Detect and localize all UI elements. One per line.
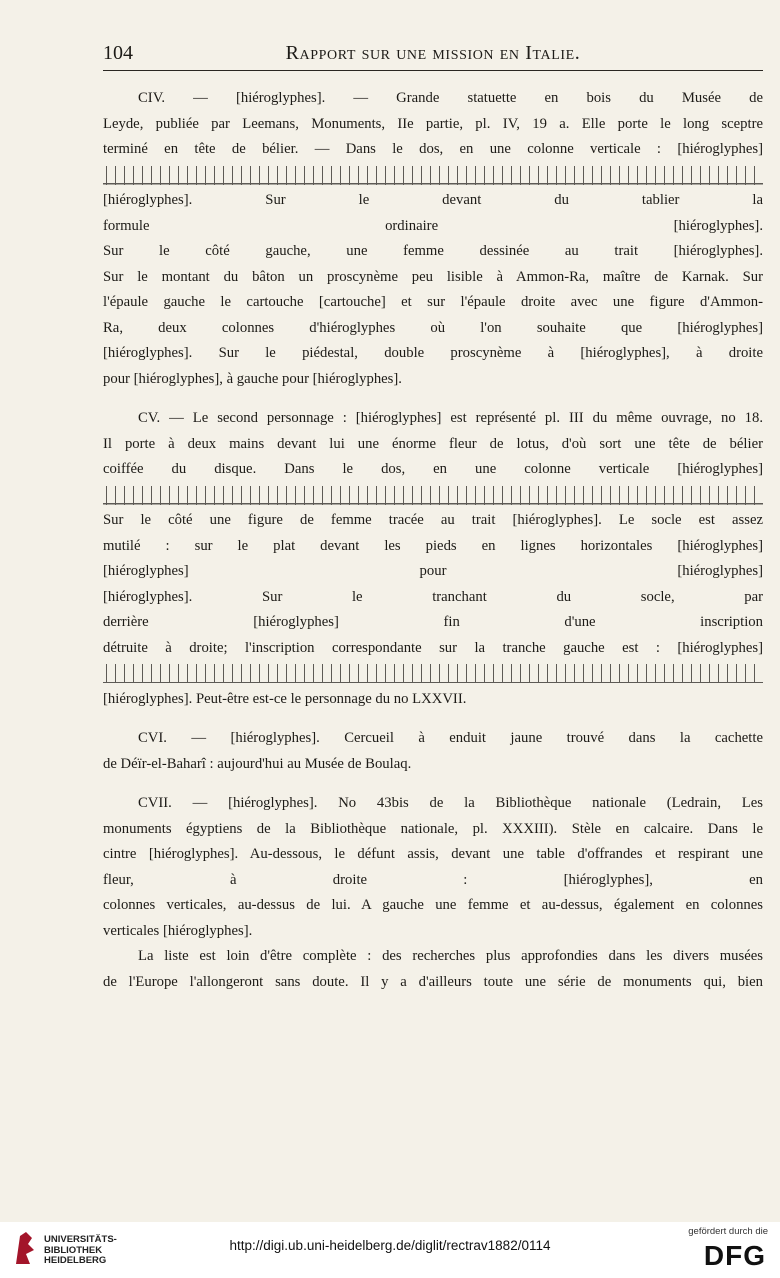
funding-note: gefördert durch die bbox=[688, 1226, 768, 1237]
text-line: formule ordinaire [hiéroglyphes]. bbox=[103, 217, 763, 234]
page-header bbox=[103, 40, 763, 71]
text-line: Sur le côté une figure de femme tracée au trait [hiéroglyphes]. Le socle est assez bbox=[103, 512, 763, 528]
text-line: Sur le côté gauche, une femme dessinée au trait [hiéroglyphes]. bbox=[103, 243, 763, 259]
entry-cvi bbox=[103, 726, 763, 777]
text-line: terminé en tête de bélier. — Dans le dos, en une colonne verticale : [hiéroglyphes] bbox=[103, 141, 763, 157]
text-line: CV. — Le second personnage : [hiéroglyphes] est représenté pl. III du même ouvrage, no 18. bbox=[138, 410, 763, 426]
running-title: Rapport sur une mission en Italie. bbox=[285, 42, 581, 64]
text-line: colonnes verticales, au-dessus de lui. A gauche une femme et au-dessus, également en colonnes bbox=[103, 897, 763, 913]
text-line: [hiéroglyphes]. Sur le devant du tablier la bbox=[103, 192, 763, 208]
permalink-url[interactable]: http://digi.ub.uni-heidelberg.de/diglit/rectrav1882/0114 bbox=[229, 1238, 551, 1253]
page-number: 104 bbox=[103, 42, 133, 64]
entry-cvii bbox=[103, 791, 763, 944]
text-line: Il porte à deux mains devant lui une énorme fleur de lotus, d'où sort une tête de bélier bbox=[103, 435, 763, 452]
footer-bar bbox=[0, 1222, 780, 1278]
text-line: Leyde, publiée par Leemans, Monuments, IIe partie, pl. IV, 19 a. Elle porte le long sceptre bbox=[103, 115, 763, 132]
text-line: détruite à droite; l'inscription correspondante sur la tranche gauche est : [hiéroglyphes] bbox=[103, 639, 763, 656]
entry-civ bbox=[103, 86, 763, 392]
text-line: verticales [hiéroglyphes]. bbox=[103, 922, 253, 939]
dfg-logo: DFG bbox=[703, 1240, 766, 1271]
text-line: cintre [hiéroglyphes]. Au-dessous, le défunt assis, devant une table d'offrandes et respirant une bbox=[103, 846, 763, 862]
text-line: [hiéroglyphes]. Sur le tranchant du socle, par bbox=[103, 588, 763, 605]
text-line: Sur le montant du bâton un proscynème peu lisible à Ammon-Ra, maître de Karnak. Sur bbox=[103, 268, 763, 285]
text-line: CIV. — [hiéroglyphes]. — Grande statuette en bois du Musée de bbox=[138, 90, 763, 106]
text-line: La liste est loin d'être complète : des recherches plus approfondies dans les divers musées bbox=[138, 948, 763, 964]
text-line: [hiéroglyphes] pour [hiéroglyphes] bbox=[103, 563, 763, 579]
hieroglyph-row bbox=[103, 664, 763, 683]
text-line: derrière [hiéroglyphes] fin d'une inscription bbox=[103, 614, 763, 630]
hieroglyph-line bbox=[103, 163, 763, 189]
text-line: de Déïr-el-Baharî : aujourd'hui au Musée de Boulaq. bbox=[103, 755, 412, 772]
page-body bbox=[103, 86, 763, 995]
text-line: l'épaule gauche le cartouche [cartouche] et sur l'épaule droite avec une figure d'Ammon- bbox=[103, 294, 763, 310]
text-line: [hiéroglyphes]. Peut-être est-ce le personnage du no LXXVII. bbox=[103, 690, 467, 707]
hieroglyph-line bbox=[103, 661, 763, 687]
entry-cv bbox=[103, 406, 763, 712]
text-line: monuments égyptiens de la Bibliothèque nationale, pl. XXXIII). Stèle en calcaire. Dans le bbox=[103, 820, 763, 837]
text-line: CVI. — [hiéroglyphes]. Cercueil à enduit jaune trouvé dans la cachette bbox=[138, 730, 763, 746]
library-name: UNIVERSITÄTS- BIBLIOTHEK HEIDELBERG bbox=[44, 1234, 117, 1266]
text-line: coiffée du disque. Dans le dos, en une colonne verticale [hiéroglyphes] bbox=[103, 461, 763, 477]
hieroglyph-row bbox=[103, 486, 763, 505]
text-line: fleur, à droite : [hiéroglyphes], en bbox=[103, 871, 763, 888]
hieroglyph-line bbox=[103, 483, 763, 509]
text-line: Ra, deux colonnes d'hiéroglyphes où l'on souhaite que [hiéroglyphes] bbox=[103, 319, 763, 336]
closing-paragraph bbox=[103, 944, 763, 995]
hieroglyph-row bbox=[103, 166, 763, 185]
text-line: de l'Europe l'allongeront sans doute. Il y a d'ailleurs toute une série de monuments qui, bien bbox=[103, 973, 763, 990]
text-line: mutilé : sur le plat devant les pieds en lignes horizontales [hiéroglyphes] bbox=[103, 537, 763, 554]
text-line: CVII. — [hiéroglyphes]. No 43bis de la Bibliothèque nationale (Ledrain, Les bbox=[138, 795, 763, 811]
text-line: pour [hiéroglyphes], à gauche pour [hiéroglyphes]. bbox=[103, 370, 402, 387]
text-line: [hiéroglyphes]. Sur le piédestal, double proscynème à [hiéroglyphes], à droite bbox=[103, 345, 763, 361]
